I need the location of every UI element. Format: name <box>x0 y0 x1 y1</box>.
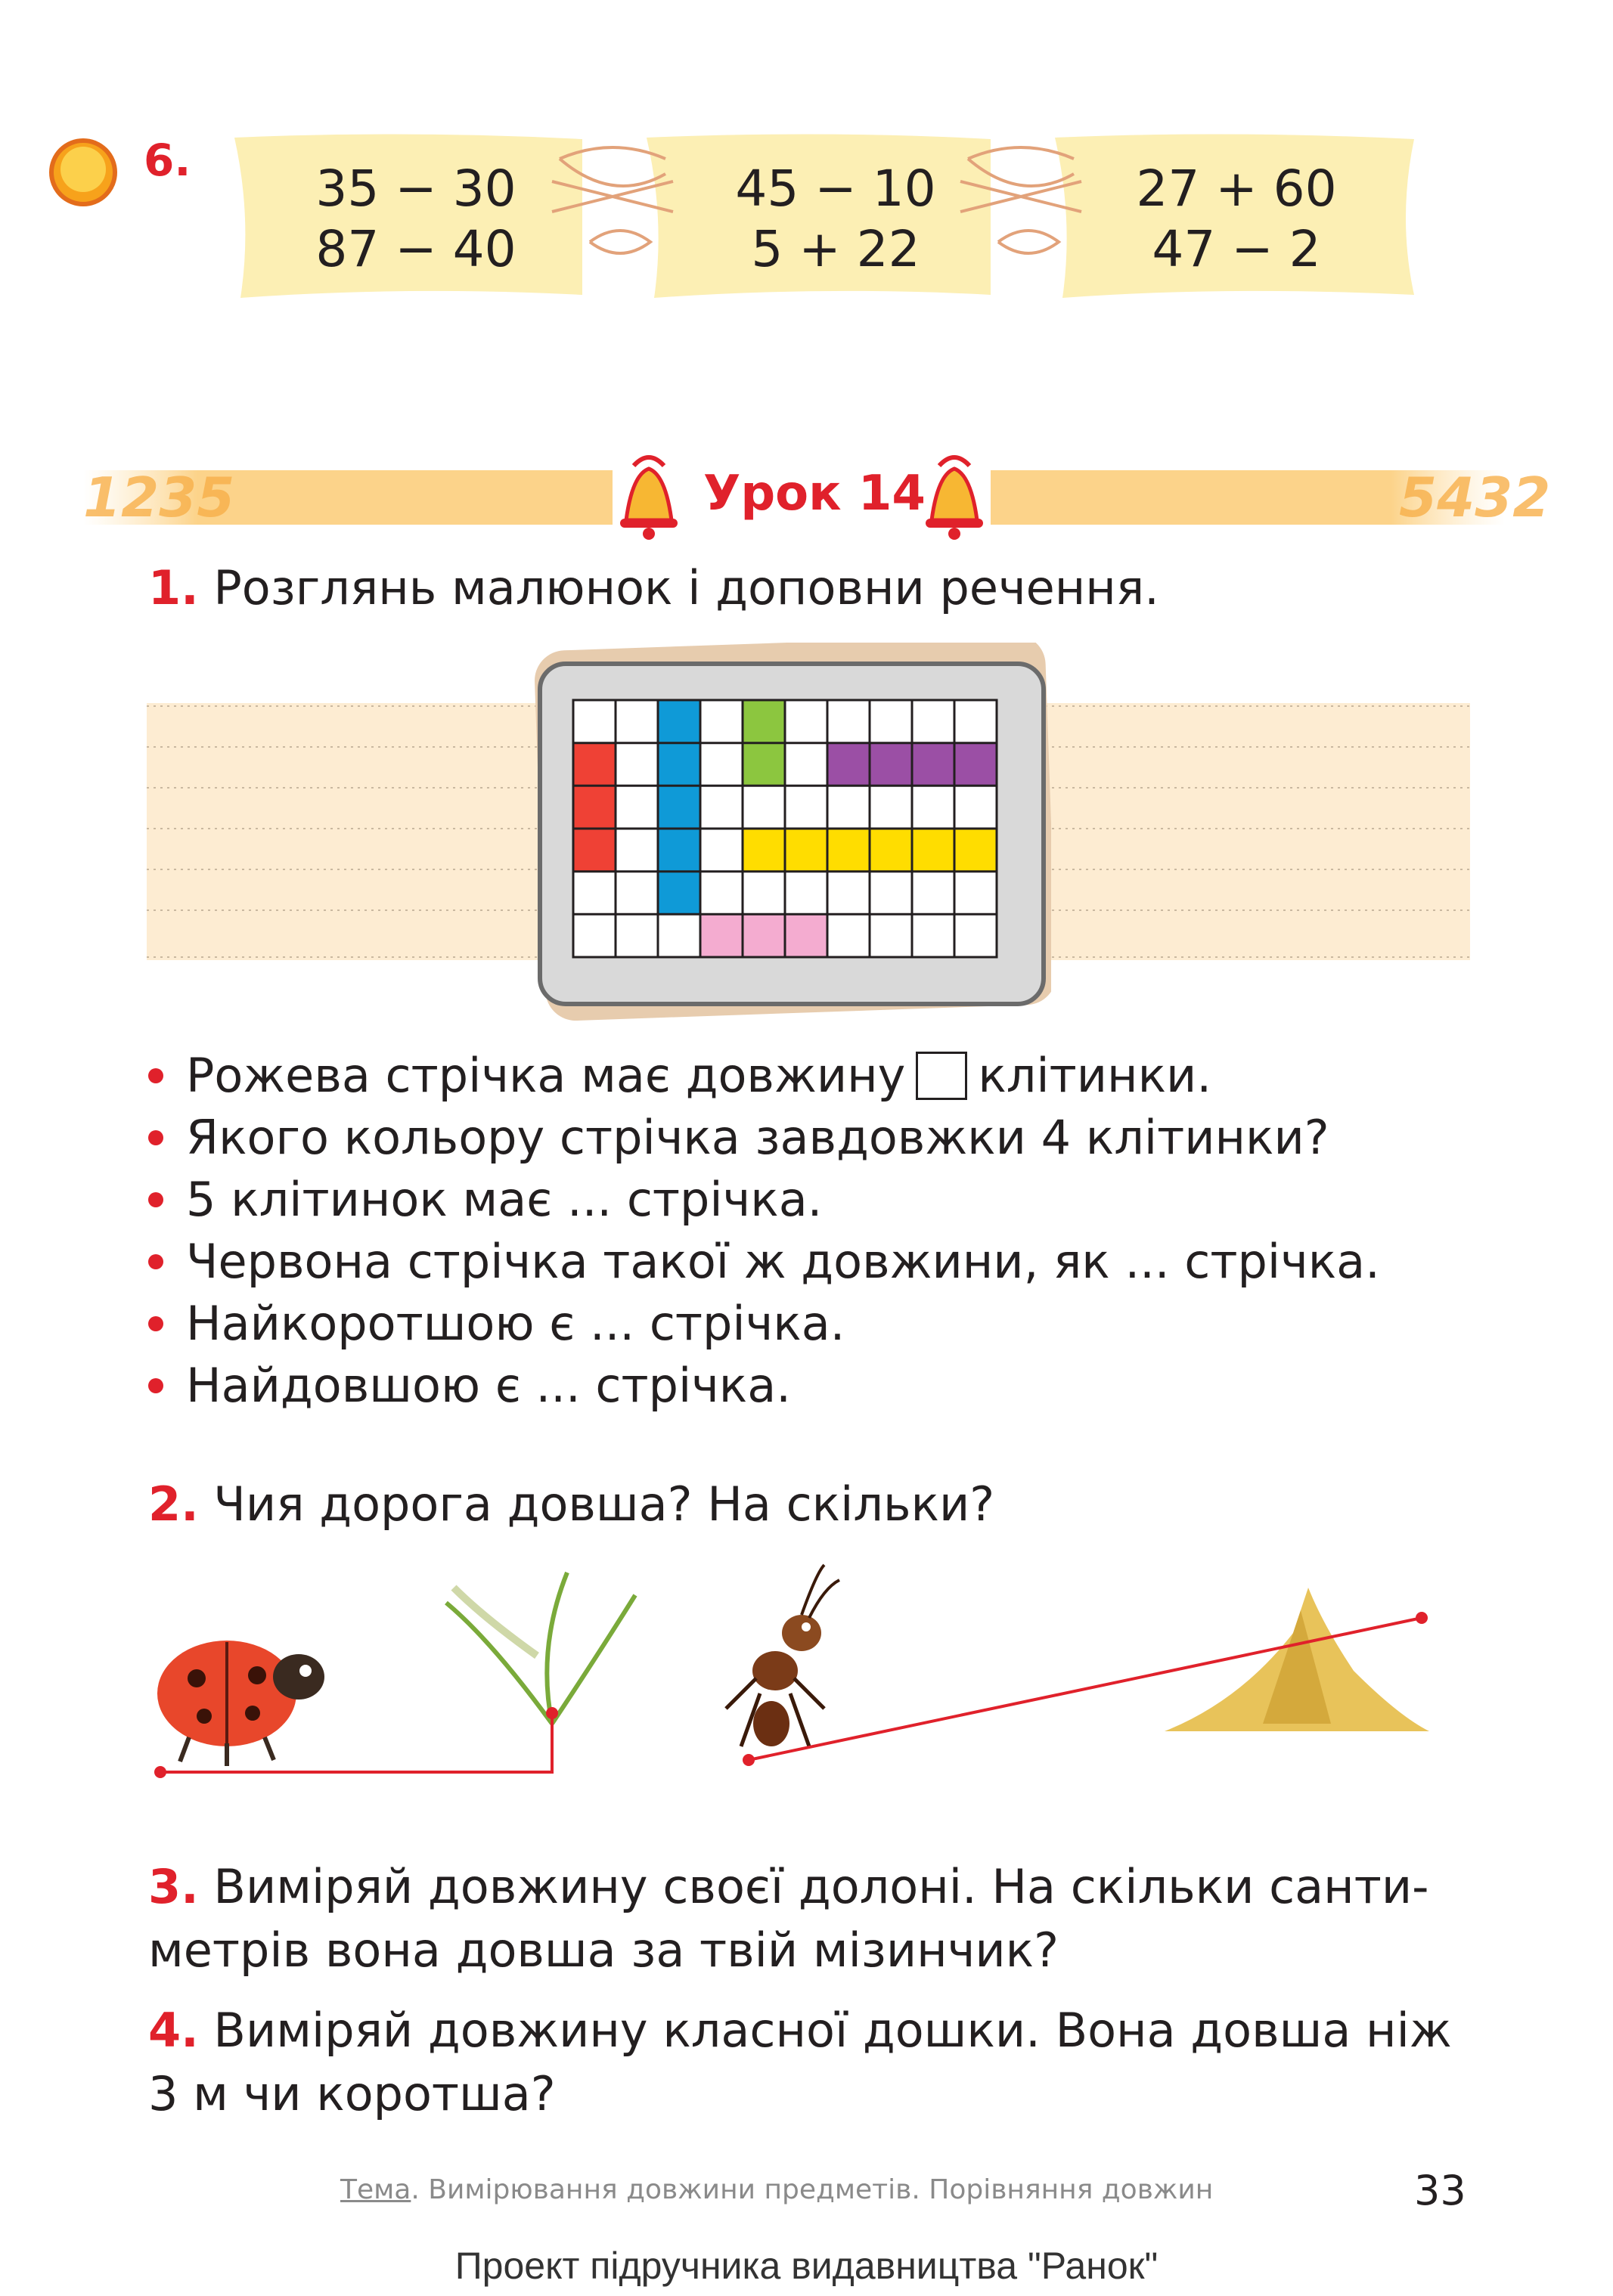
list-item <box>148 1045 1380 1107</box>
bullet-icon <box>148 1068 163 1083</box>
publisher-note: Проект підручника видавництва "Ранок" <box>454 2245 1159 2287</box>
bullet-text: Якого кольору стрічка завдовжки 4 клітинки? <box>186 1110 1329 1165</box>
topic-text: . Вимірювання довжини предметів. Порівняння довжин <box>411 2174 1214 2205</box>
task-6-number: 6. <box>144 135 191 186</box>
task-text: Виміряй довжину своєї долоні. На скільки санти- <box>213 1859 1429 1914</box>
task-3 <box>148 1855 1479 1982</box>
expression: 5 + 22 <box>751 220 920 278</box>
task-number: 2. <box>148 1476 199 1532</box>
expression-group-1 <box>280 135 552 292</box>
task-4 <box>148 1999 1479 2126</box>
expression: 35 − 30 <box>315 160 516 218</box>
expression-group-3 <box>1100 135 1373 292</box>
bullet-icon <box>148 1130 163 1145</box>
banner-decor-numbers-right: 5432 <box>1399 466 1551 529</box>
ant-icon <box>726 1565 839 1746</box>
task-2 <box>148 1473 1479 1536</box>
ribbon-grid-board <box>529 643 1051 1021</box>
answer-box[interactable] <box>916 1052 967 1100</box>
expression: 45 − 10 <box>735 160 936 218</box>
red-ribbon <box>573 743 616 872</box>
bullet-icon <box>148 1192 163 1207</box>
task-text: 3 м чи коротша? <box>148 2066 556 2121</box>
bullet-text: Червона стрічка такої ж довжини, як ... стрічка. <box>186 1234 1380 1289</box>
banner-decor-numbers-left: 1235 <box>83 466 235 529</box>
expression: 27 + 60 <box>1136 160 1337 218</box>
list-item <box>148 1169 1380 1231</box>
sand-pile-icon <box>1165 1588 1429 1731</box>
bullet-icon <box>148 1316 163 1331</box>
bullet-text: 5 клітинок має ... стрічка. <box>186 1172 823 1227</box>
task-text: Розглянь малюнок і доповни речення. <box>213 560 1159 615</box>
bullet-icon <box>148 1378 163 1393</box>
list-item <box>148 1355 1380 1417</box>
task-text: метрів вона довша за твій мізинчик? <box>148 1923 1059 1978</box>
wheat-plant-icon <box>446 1572 635 1724</box>
list-item <box>148 1293 1380 1355</box>
blue-ribbon <box>658 700 700 914</box>
list-item <box>148 1107 1380 1169</box>
footer-topic <box>340 2174 1213 2205</box>
task-orange-circle-icon <box>47 136 119 209</box>
list-item <box>148 1231 1380 1293</box>
bullet-icon <box>148 1254 163 1269</box>
pink-ribbon <box>700 914 827 957</box>
bullet-text: Найкоротшою є ... стрічка. <box>186 1296 845 1351</box>
page-number: 33 <box>1414 2167 1466 2214</box>
task-number: 3. <box>148 1859 199 1914</box>
task-1 <box>148 556 1479 620</box>
bullet-text: клітинки. <box>978 1048 1212 1103</box>
bell-icon <box>917 452 992 543</box>
lesson-title: Урок 14 <box>703 466 926 522</box>
expression-group-2 <box>699 135 972 292</box>
bell-icon <box>611 452 687 543</box>
ladybug-icon <box>157 1641 324 1766</box>
bullet-text: Найдовшою є ... стрічка. <box>186 1358 791 1413</box>
task-number: 4. <box>148 2003 199 2058</box>
task-text: Чия дорога довша? На скільки? <box>213 1476 995 1532</box>
task-1-bullet-list <box>148 1045 1380 1417</box>
task-number: 1. <box>148 560 199 615</box>
topic-label: Тема <box>340 2174 411 2205</box>
task-text: Виміряй довжину класної дошки. Вона довша ніж <box>213 2003 1452 2058</box>
roads-illustration <box>144 1542 1490 1799</box>
bullet-text: Рожева стрічка має довжину <box>186 1048 906 1103</box>
expression: 47 − 2 <box>1152 220 1321 278</box>
expression: 87 − 40 <box>315 220 516 278</box>
